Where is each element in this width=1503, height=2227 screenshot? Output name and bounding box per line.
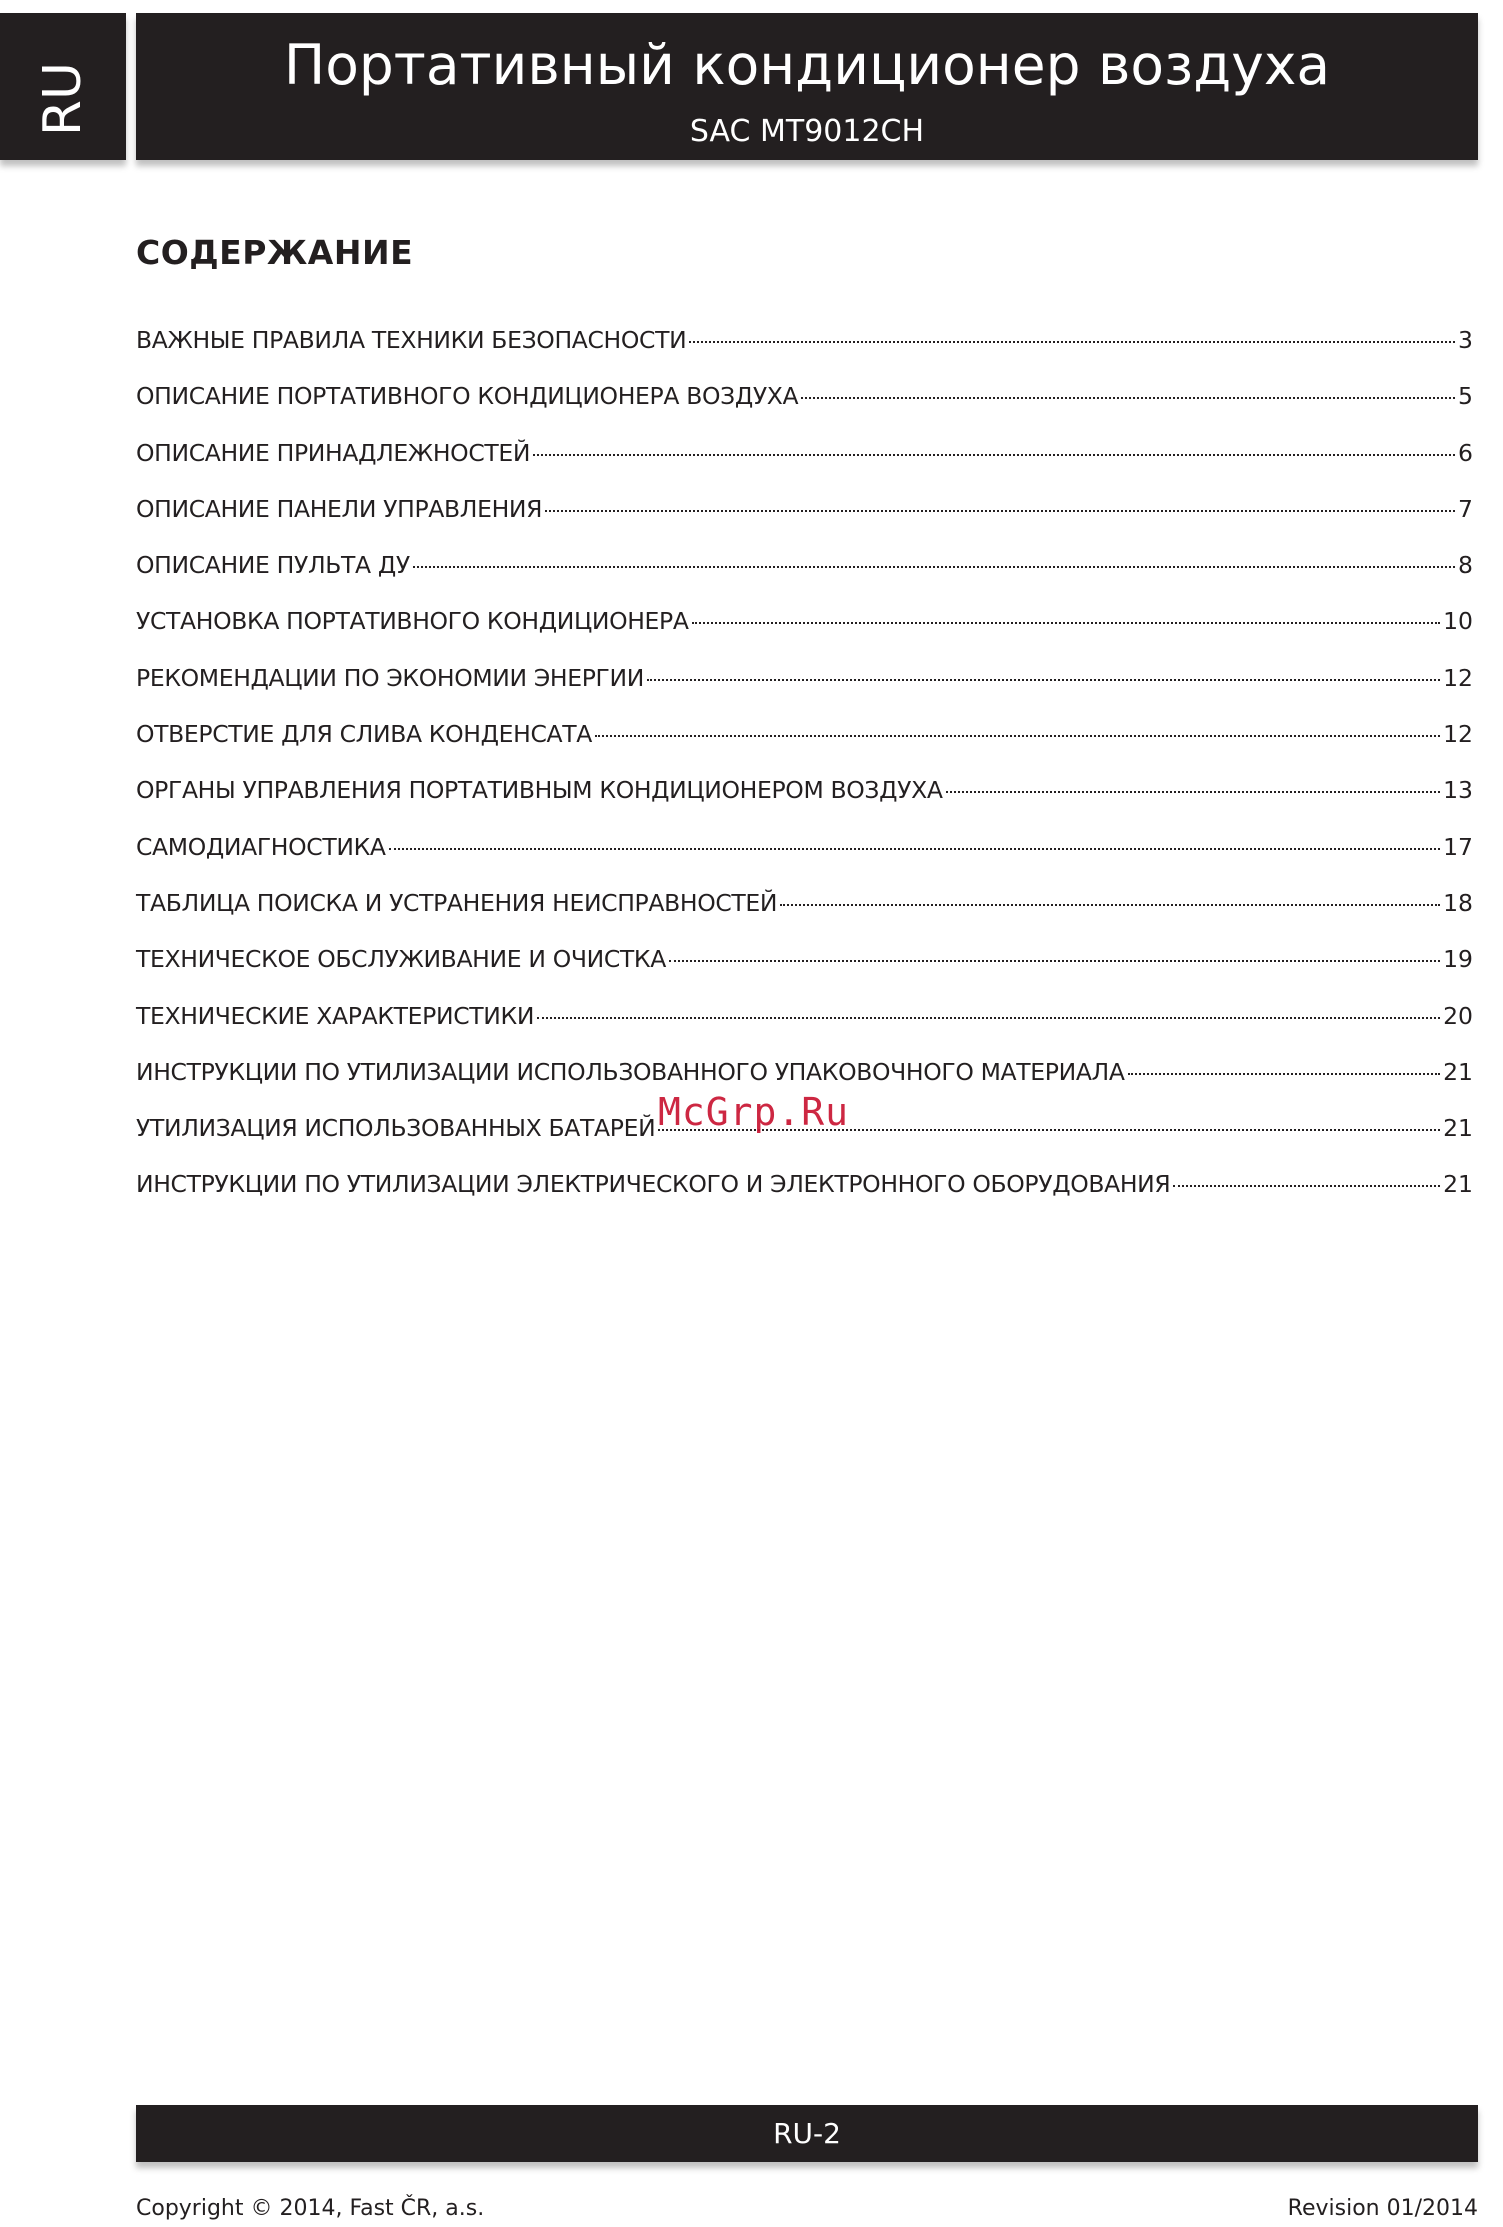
toc-leader [595,735,1440,737]
toc-item[interactable] [136,1002,1473,1058]
toc-item[interactable] [136,382,1473,438]
toc-item-page: 8 [1458,551,1473,580]
toc-leader [801,397,1455,399]
page-number: RU-2 [773,2117,841,2150]
toc-item-page: 6 [1458,438,1473,467]
toc-item[interactable] [136,495,1473,551]
toc-item-page: 21 [1443,1170,1473,1199]
toc-item-title: ОТВЕРСТИЕ ДЛЯ СЛИВА КОНДЕНСАТА [136,720,592,749]
toc-item[interactable] [136,439,1473,495]
toc-item[interactable] [136,551,1473,607]
toc-leader [780,904,1440,906]
toc-item-title: ТАБЛИЦА ПОИСКА И УСТРАНЕНИЯ НЕИСПРАВНОСТЕЙ [136,888,778,917]
toc-item-page: 21 [1443,1114,1473,1143]
toc-item-page: 20 [1443,1001,1473,1030]
toc-leader [692,622,1440,624]
toc-item[interactable] [136,776,1473,832]
toc-leader [669,960,1440,962]
language-tab [0,13,126,160]
toc-item-title: РЕКОМЕНДАЦИИ ПО ЭКОНОМИИ ЭНЕРГИИ [136,663,644,692]
toc-item[interactable] [136,664,1473,720]
toc-item-title: ТЕХНИЧЕСКОЕ ОБСЛУЖИВАНИЕ И ОЧИСТКА [136,945,666,974]
toc-item-page: 19 [1443,945,1473,974]
toc-leader [545,510,1455,512]
toc-leader [533,454,1455,456]
toc-item-title: ОПИСАНИЕ ПОРТАТИВНОГО КОНДИЦИОНЕРА ВОЗДУХА [136,382,799,411]
toc-item-title: ИНСТРУКЦИИ ПО УТИЛИЗАЦИИ ЭЛЕКТРИЧЕСКОГО И ЭЛЕКТРОННОГО ОБОРУДОВАНИЯ [136,1170,1171,1199]
toc-leader [537,1017,1440,1019]
toc-heading: СОДЕРЖАНИЕ [136,233,414,272]
toc-item[interactable] [136,889,1473,945]
language-tab-label: RU [33,61,93,137]
toc-item-title: ТЕХНИЧЕСКИЕ ХАРАКТЕРИСТИКИ [136,1001,535,1030]
toc-item-page: 3 [1458,326,1473,354]
toc-leader [1128,1073,1441,1075]
toc-item-title: ВАЖНЫЕ ПРАВИЛА ТЕХНИКИ БЕЗОПАСНОСТИ [136,326,687,354]
toc-item[interactable] [136,326,1473,382]
footer-bar [136,2105,1478,2162]
toc-item[interactable] [136,607,1473,663]
header-bar [136,13,1478,160]
toc-item-page: 10 [1443,607,1473,636]
toc-item-title: ОПИСАНИЕ ПРИНАДЛЕЖНОСТЕЙ [136,438,531,467]
toc-leader [946,791,1441,793]
revision-label: Revision 01/2014 [1287,2196,1478,2221]
toc-item[interactable] [136,833,1473,889]
toc-item-page: 18 [1443,888,1473,917]
toc-item-page: 7 [1458,494,1473,523]
toc-item-page: 13 [1443,776,1473,805]
toc-item-page: 5 [1458,382,1473,411]
toc-item-title: ИНСТРУКЦИИ ПО УТИЛИЗАЦИИ ИСПОЛЬЗОВАННОГО УПАКОВОЧНОГО МАТЕРИАЛА [136,1057,1125,1086]
toc-item[interactable] [136,1170,1473,1226]
toc-item-page: 12 [1443,720,1473,749]
toc-leader [689,341,1455,343]
toc-leader [389,848,1440,850]
toc-item-page: 12 [1443,663,1473,692]
toc-item-title: ОПИСАНИЕ ПАНЕЛИ УПРАВЛЕНИЯ [136,494,543,523]
copyright-notice: Copyright © 2014, Fast ČR, a.s. [136,2196,485,2221]
toc-item-title: ОПИСАНИЕ ПУЛЬТА ДУ [136,551,410,580]
toc-item-title: САМОДИАГНОСТИКА [136,832,386,861]
toc-leader [413,566,1455,568]
document-title: Портативный кондиционер воздуха [283,33,1331,97]
toc-item-title: УТИЛИЗАЦИЯ ИСПОЛЬЗОВАННЫХ БАТАРЕЙ [136,1114,656,1143]
watermark: McGrp.Ru [658,1090,850,1134]
toc-item-title: УСТАНОВКА ПОРТАТИВНОГО КОНДИЦИОНЕРА [136,607,689,636]
toc-item-page: 21 [1443,1057,1473,1086]
toc-item[interactable] [136,945,1473,1001]
toc-item-title: ОРГАНЫ УПРАВЛЕНИЯ ПОРТАТИВНЫМ КОНДИЦИОНЕРОМ ВОЗДУХА [136,776,943,805]
toc-item-page: 17 [1443,832,1473,861]
toc-leader [647,679,1440,681]
toc-item[interactable] [136,720,1473,776]
toc-leader [1173,1185,1440,1187]
model-number: SAC MT9012CH [689,114,925,149]
